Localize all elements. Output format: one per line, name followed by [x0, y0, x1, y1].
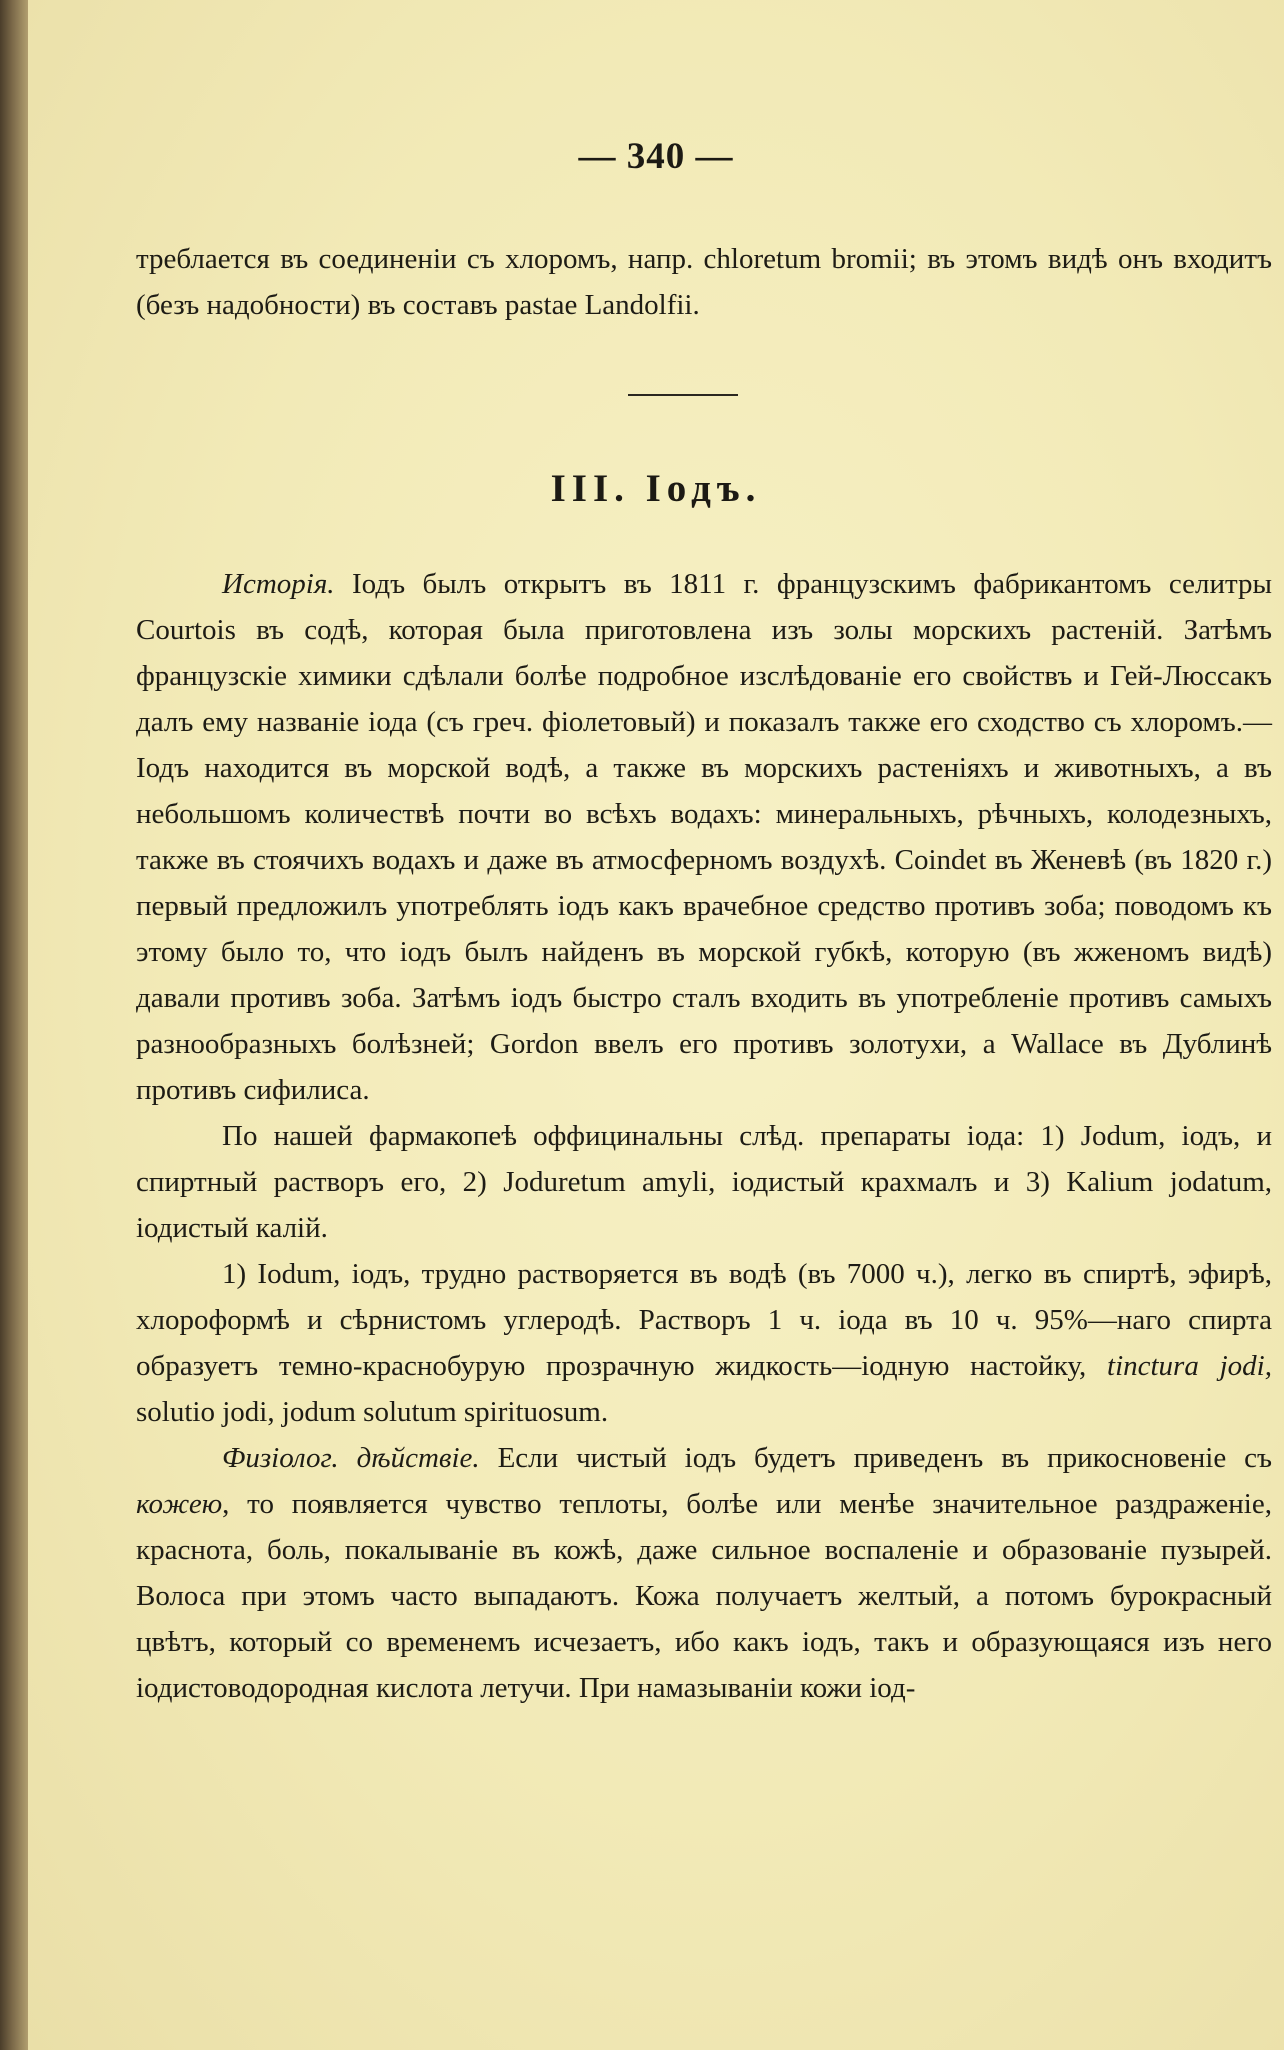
iodum-text: 1) Iodum, іодъ, трудно растворяется въ водѣ (въ 7000 ч.), легко въ спиртѣ, эфирѣ, хлороформѣ и сѣрнистомъ углеродѣ. Растворъ 1 ч. іода въ 10 ч. 95%—наго спирта образуетъ темно-краснобурую прозрачную жидкость—іодную настойку, — [136, 1258, 1272, 1382]
physiology-paragraph — [136, 1435, 1272, 1711]
iodum-paragraph — [136, 1251, 1272, 1435]
book-spine — [0, 0, 30, 2050]
physiology-label: Физіолог. дѣйствіе. — [222, 1442, 480, 1474]
physiology-text-after: , то появляется чувство теплоты, болѣе или менѣе значительное раздраженіе, краснота, боль, покалываніе въ кожѣ, даже сильное воспаленіе и образованіе пузырей. Волоса при этомъ часто выпадаютъ. Кожа получаетъ желтый, а потомъ бурокрасный цвѣтъ, который со временемъ исчезаетъ, ибо какъ іодъ, такъ и образующаяся изъ него іодистоводородная кислота летучи. При намазываніи кожи іод- — [136, 1488, 1272, 1704]
physiology-italic-word: кожею — [136, 1488, 223, 1520]
body-text — [136, 561, 1272, 1711]
intro-text: треблается въ соединенiи съ хлоромъ, напр. chloretum bromii; въ этомъ видѣ онъ входитъ (безъ надобности) въ составъ pastae Landolfii. — [136, 243, 1272, 321]
pharmacopoeia-paragraph: По нашей фармакопеѣ оффицинальны слѣд. препараты іода: 1) Jodum, іодъ, и спиртный растворъ его, 2) Joduretum amyli, іодистый крахмалъ и 3) Kalium jodatum, іодистый калій. — [136, 1120, 1272, 1244]
iodum-italic: tinctura jodi, — [1086, 1350, 1272, 1382]
history-text: Іодъ былъ открытъ въ 1811 г. французскимъ фабрикантомъ селитры Courtois въ содѣ, которая была приготовлена изъ золы морскихъ растеній. Затѣмъ французскіе химики сдѣлали болѣе подробное изслѣдованіе его свойствъ и Гей-Люссакъ далъ ему названіе іода (съ греч. фіолетовый) и показалъ также его сходство съ хлоромъ.—Іодъ находится въ морской водѣ, а также въ морскихъ растеніяхъ и животныхъ, а въ небольшомъ количествѣ почти во всѣхъ водахъ: минеральныхъ, рѣчныхъ, колодезныхъ, также въ стоячихъ водахъ и даже въ атмосферномъ воздухѣ. Coindet въ Женевѣ (въ 1820 г.) первый предложилъ употреблять іодъ какъ врачебное средство противъ зоба; поводомъ къ этому было то, что іодъ былъ найденъ въ морской губкѣ, которую (въ жженомъ видѣ) давали противъ зоба. Затѣмъ іодъ быстро сталъ входить въ употребленіе противъ самыхъ разнообразныхъ болѣзней; Gordon ввелъ его противъ золотухи, а Wallace въ Дублинѣ противъ сифилиса. — [136, 568, 1272, 1106]
page-number: — 340 — — [578, 136, 734, 177]
physiology-text-before: Если чистый іодъ будетъ приведенъ въ прикосновеніе съ — [479, 1442, 1272, 1474]
section-title: III. Іодъ. — [550, 467, 762, 510]
iodum-tail: solutio jodi, jodum solutum spirituosum. — [136, 1396, 609, 1428]
history-paragraph — [136, 561, 1272, 1113]
page-sheet — [28, 0, 1284, 2050]
section-divider — [628, 394, 738, 396]
history-label: Исторія. — [222, 568, 335, 600]
intro-paragraph — [136, 236, 1272, 328]
